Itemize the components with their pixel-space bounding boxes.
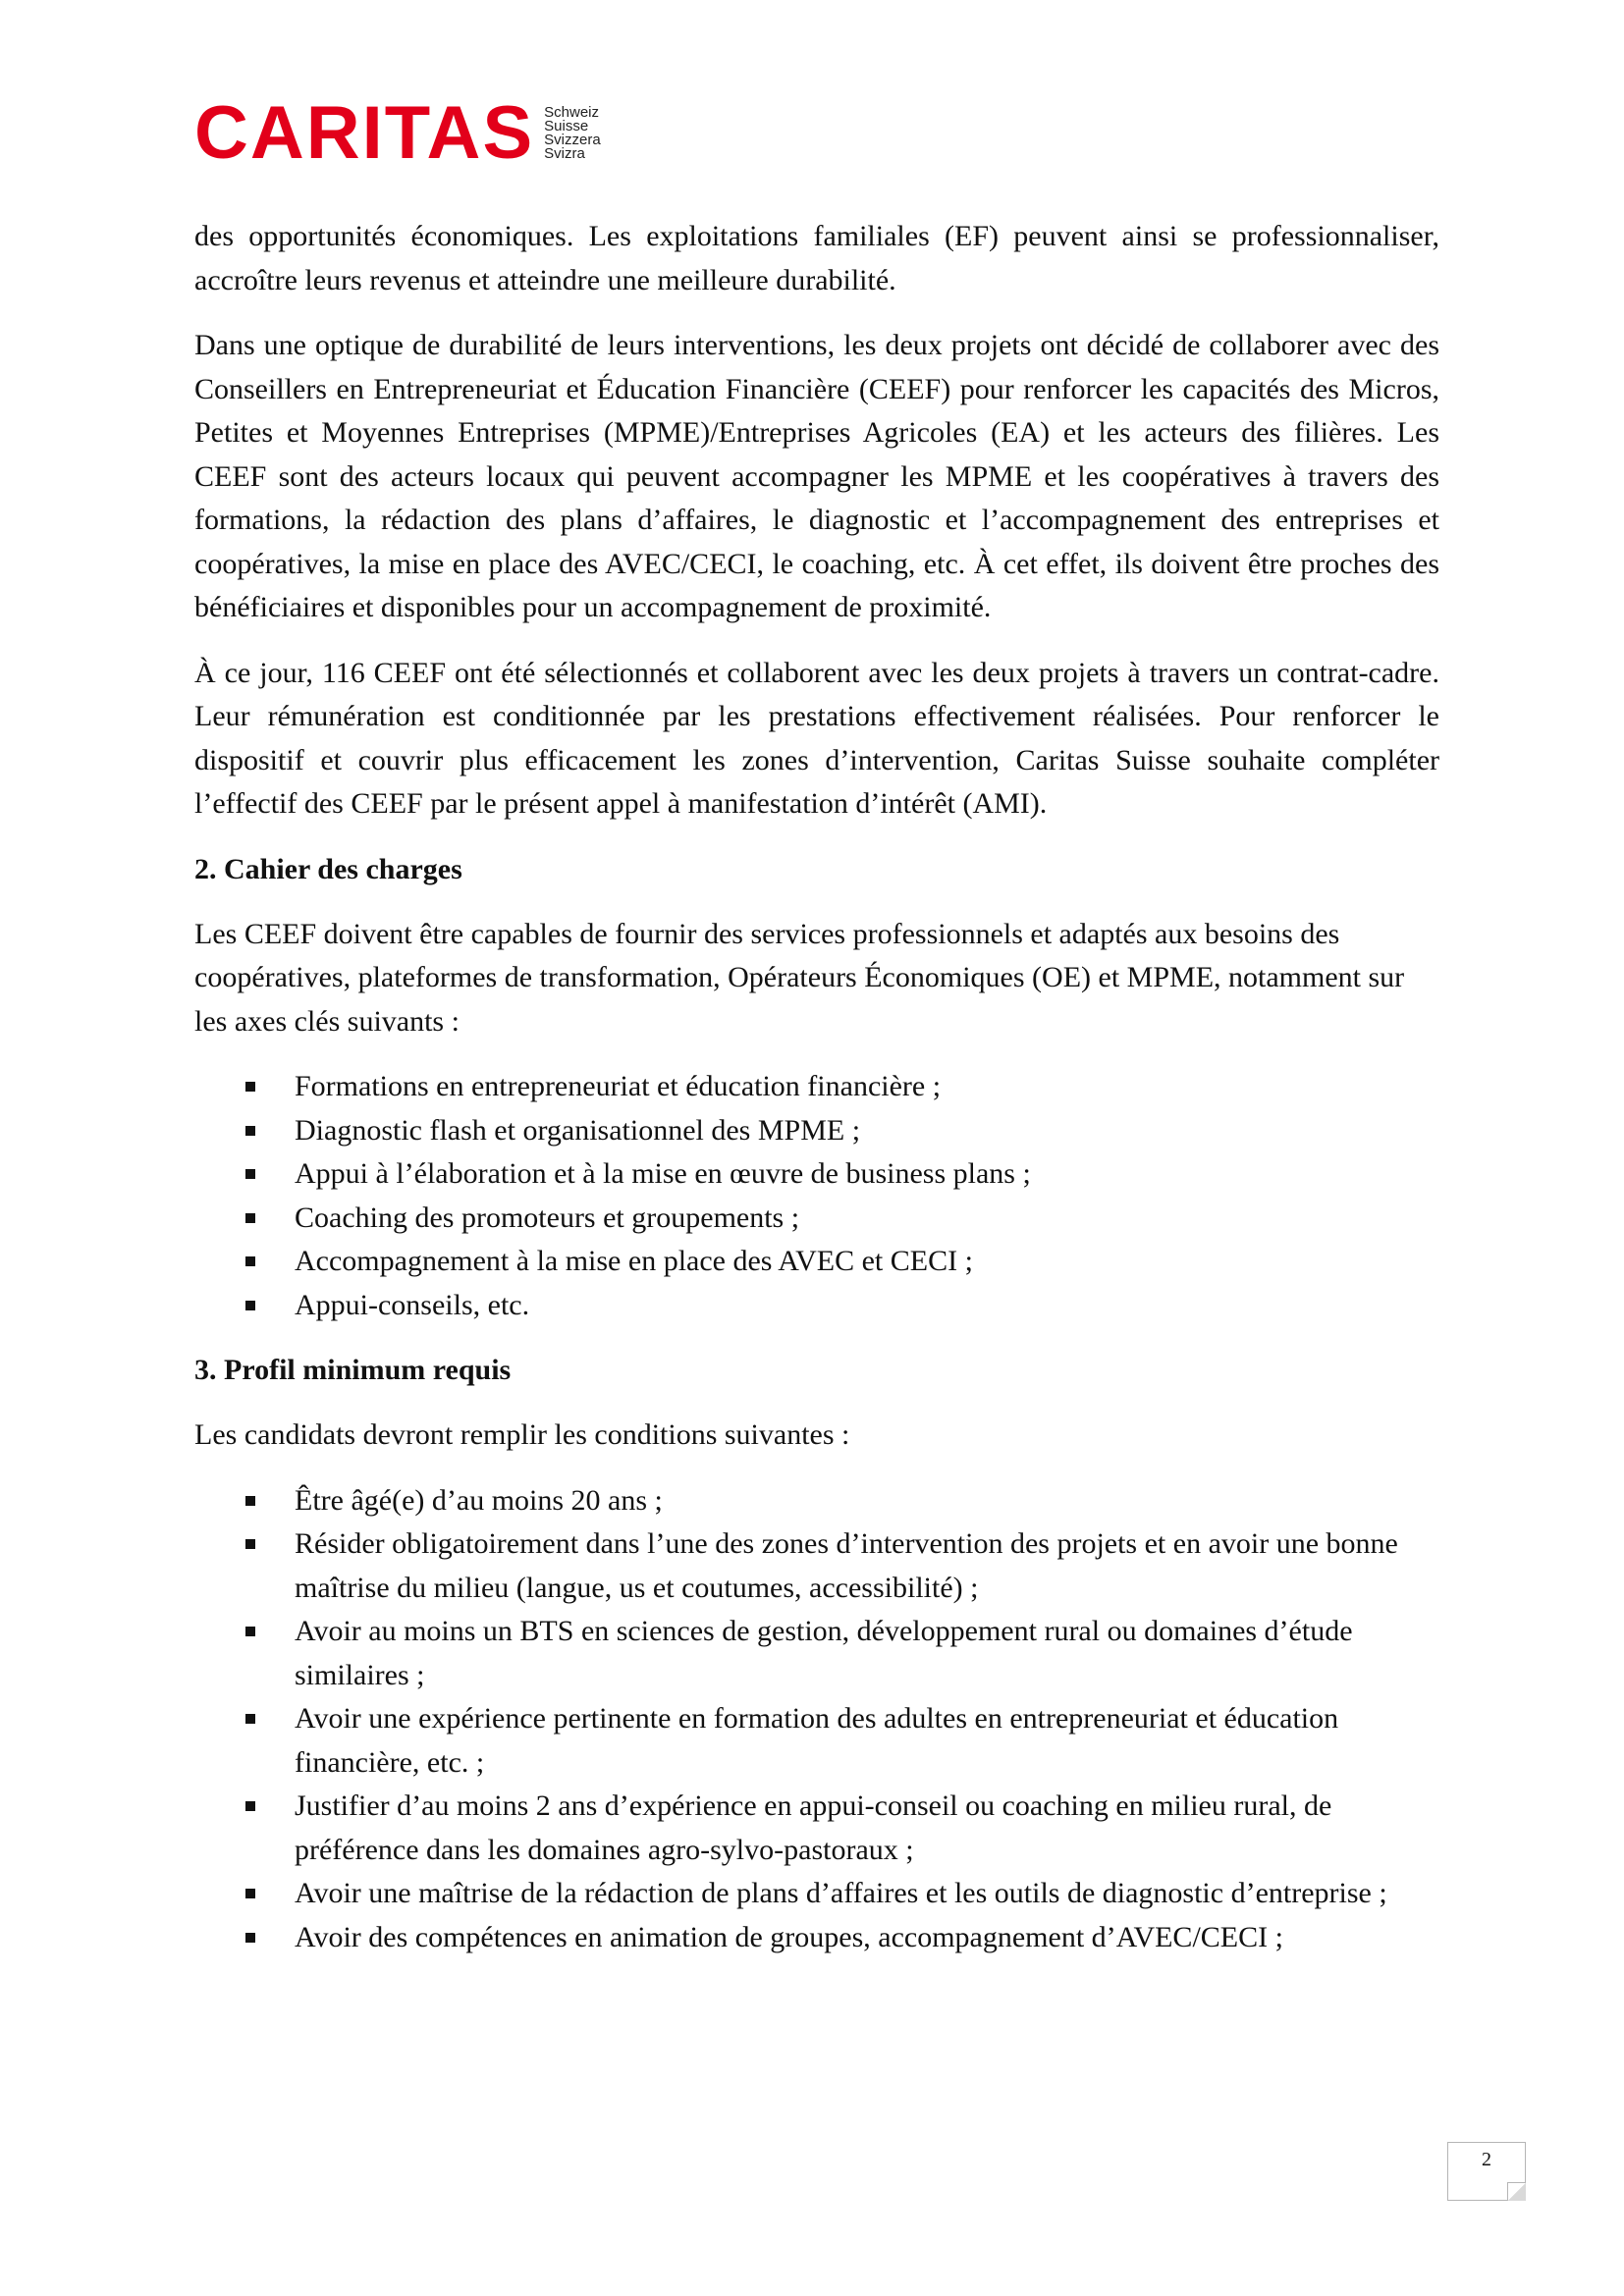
list-item: Coaching des promoteurs et groupements ; [295, 1197, 1439, 1241]
list-item: Formations en entrepreneuriat et éducation financière ; [295, 1065, 1439, 1109]
list-item: Avoir des compétences en animation de groupes, accompagnement d’AVEC/CECI ; [295, 1916, 1439, 1960]
section-intro: Les candidats devront remplir les conditions suivantes : [194, 1418, 850, 1451]
logo-language: Svizra [544, 145, 585, 162]
list-item: Avoir une expérience pertinente en formation des adultes en entrepreneuriat et éducation financière, etc. ; [295, 1697, 1439, 1785]
document-body [194, 215, 1439, 1981]
paragraph: Dans une optique de durabilité de leurs interventions, les deux projets ont décidé de collaborer avec des Conseillers en Entrepreneuriat et Éducation Financière (CEEF) pour renforcer les capacités des Micros, Petites et Moyennes Entreprises (MPME)/Entreprises Agricoles (EA) et les acteurs des filières. Les CEEF sont des acteurs locaux qui peuvent accompagner les MPME et les coopératives à travers des formations, la rédaction des plans d’affaires, le diagnostic et l’accompagnement des entreprises et coopératives, la mise en place des AVEC/CECI, le coaching, etc. À cet effet, ils doivent être proches des bénéficiaires et disponibles pour un accompagnement de proximité. [194, 329, 1439, 623]
list-item: Diagnostic flash et organisationnel des MPME ; [295, 1109, 1439, 1153]
section-intro: Les CEEF doivent être capables de fournir des services professionnels et adaptés aux besoins des coopératives, plateformes de transformation, Opérateurs Économiques (OE) et MPME, notamment sur les axes clés suivants : [194, 917, 1405, 1038]
logo-wordmark: CARITAS [194, 91, 535, 175]
list-item: Appui à l’élaboration et à la mise en œuvre de business plans ; [295, 1152, 1439, 1197]
page-number-box [1447, 2142, 1526, 2201]
bullet-list [194, 1065, 1439, 1327]
logo-language: Svizzera [544, 132, 601, 148]
logo-languages [544, 106, 601, 161]
list-item: Avoir une maîtrise de la rédaction de plans d’affaires et les outils de diagnostic d’entreprise ; [295, 1872, 1439, 1916]
page-curl-decoration [1507, 2182, 1526, 2201]
list-item: Être âgé(e) d’au moins 20 ans ; [295, 1479, 1439, 1523]
page-number: 2 [1482, 2149, 1491, 2170]
list-item: Résider obligatoirement dans l’une des zones d’intervention des projets et en avoir une bonne maîtrise du milieu (langue, us et coutumes, accessibilité) ; [295, 1522, 1439, 1610]
logo-language: Schweiz [544, 104, 599, 121]
paragraph: À ce jour, 116 CEEF ont été sélectionnés et collaborent avec les deux projets à travers un contrat-cadre. Leur rémunération est conditionnée par les prestations effectivement réalisées. Pour renforcer le dispositif et couvrir plus efficacement les zones d’intervention, Caritas Suisse souhaite compléter l’effectif des CEEF par le présent appel à manifestation d’intérêt (AMI). [194, 656, 1439, 820]
logo-language: Suisse [544, 118, 589, 134]
list-item: Appui-conseils, etc. [295, 1284, 1439, 1328]
section-heading: 3. Profil minimum requis [194, 1354, 512, 1386]
list-item: Justifier d’au moins 2 ans d’expérience en appui-conseil ou coaching en milieu rural, de préférence dans les domaines agro-sylvo-pastoraux ; [295, 1785, 1439, 1872]
section-heading: 2. Cahier des charges [194, 852, 462, 885]
list-item: Avoir au moins un BTS en sciences de gestion, développement rural ou domaines d’étude similaires ; [295, 1610, 1439, 1697]
list-item: Accompagnement à la mise en place des AVEC et CECI ; [295, 1240, 1439, 1284]
bullet-list [194, 1479, 1439, 1960]
caritas-logo [194, 91, 601, 175]
paragraph: des opportunités économiques. Les exploitations familiales (EF) peuvent ainsi se professionnaliser, accroître leurs revenus et atteindre une meilleure durabilité. [194, 220, 1439, 296]
